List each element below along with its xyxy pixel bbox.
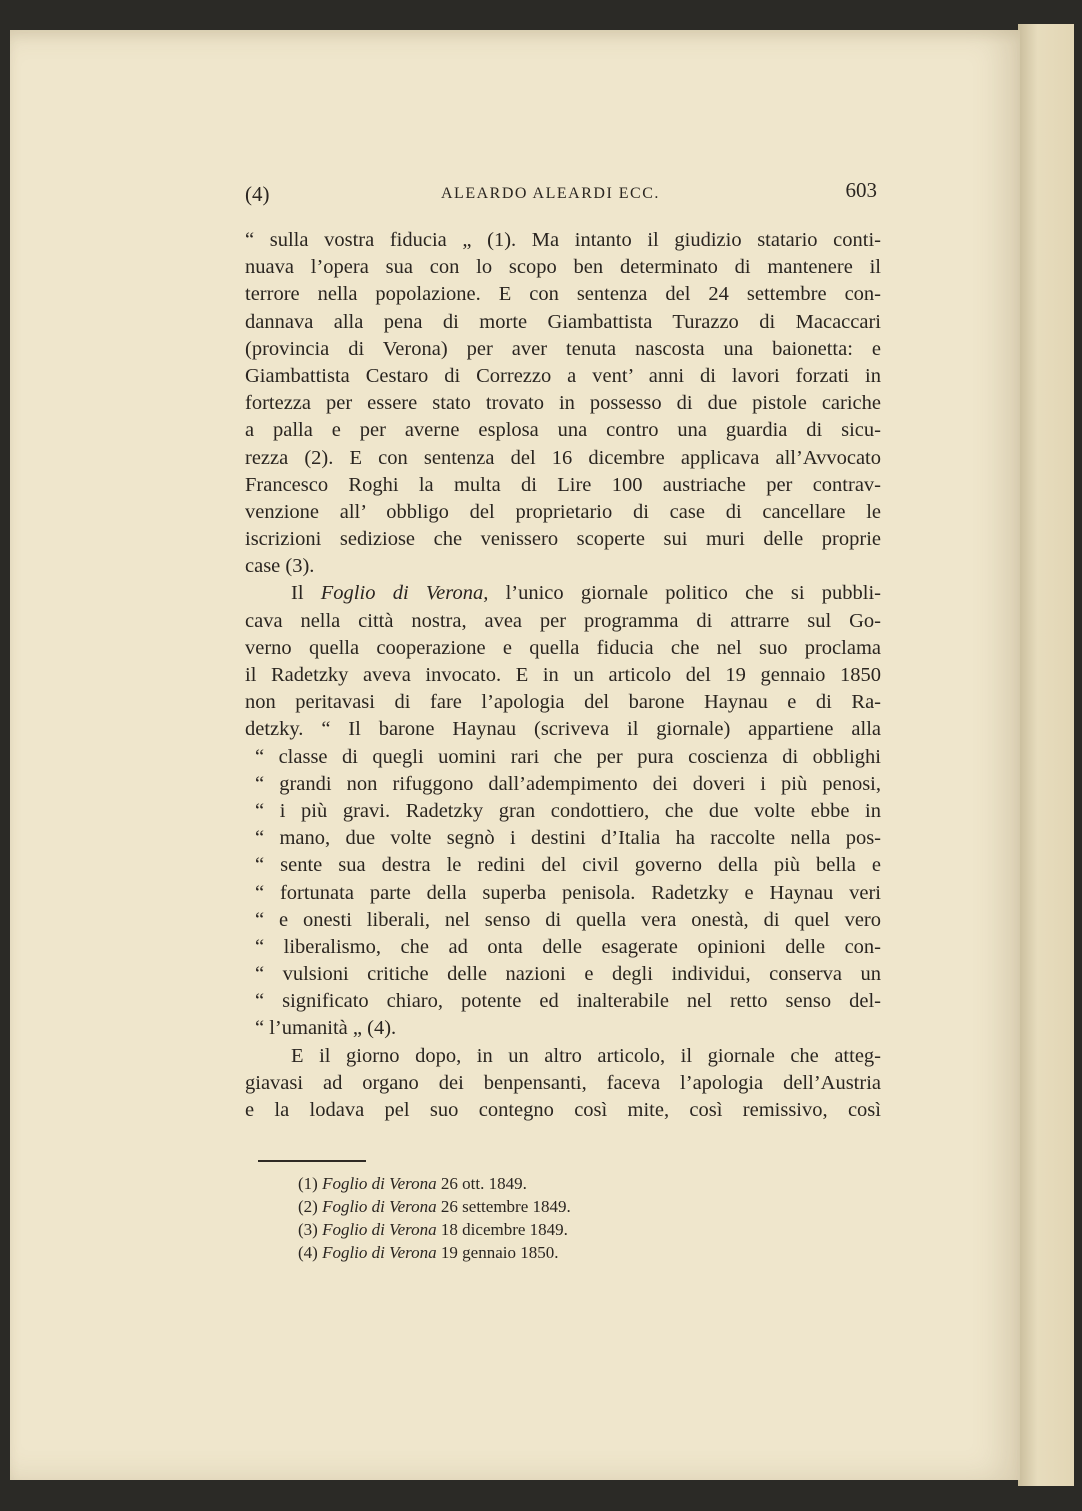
text-line: “ liberalismo, che ad onta delle esagerate opinioni delle con- [255,935,881,958]
footnote-date: 18 dicembre 1849. [440,1220,568,1239]
text-line: a palla e per averne esplosa una contro una guardia di sicu- [245,419,881,442]
page-number: 603 [845,178,877,202]
text-line: iscrizioni sediziose che venissero scoperte sui muri delle proprie [245,528,881,551]
footnote-number: (3) [298,1220,318,1239]
text-run: l’unico giornale politico che si pubbli- [488,582,881,605]
text-line: non peritavasi di fare l’apologia del barone Haynau e di Ra- [245,691,881,714]
footnote [298,1218,698,1241]
text-line: terrore nella popolazione. E con sentenza del 24 settembre con- [245,283,881,306]
text-line: e la lodava pel suo contegno così mite, così remissivo, così [245,1099,881,1121]
text-line: (provincia di Verona) per aver tenuta nascosta una baionetta: e [245,337,881,360]
italic-title: Foglio di Verona, [320,582,489,605]
footnote-date: 26 ott. 1849. [440,1174,527,1193]
footnote [298,1241,698,1264]
text-line: giavasi ad organo dei benpensanti, faceva l’apologia dell’Austria [245,1071,881,1094]
footnote-separator [258,1160,366,1162]
text-run: Il [291,582,321,605]
text-line: “ grandi non rifuggono dall’adempimento dei doveri i più penosi, [255,772,881,795]
footnote-date: 26 settembre 1849. [440,1197,571,1216]
text-line: “ classe di quegli uomini rari che per pura coscienza di obblighi [255,745,881,768]
footnote-number: (4) [298,1243,318,1262]
text-line: case (3). [245,555,315,578]
text-line: “ e onesti liberali, nel senso di quella vera onestà, di quel vero [255,908,881,931]
footnote-source: Foglio di Verona [322,1197,437,1216]
text-line: “ sulla vostra fiducia „ (1). Ma intanto il giudizio statario conti- [245,229,881,251]
text-line: “ significato chiaro, potente ed inalterabile nel retto senso del- [255,990,881,1013]
text-line: cava nella città nostra, avea per programma di attrarre sul Go- [245,609,881,632]
section-number: (4) [245,182,270,206]
text-line: Francesco Roghi la multa di Lire 100 austriache per contrav- [245,473,881,496]
text-line: il Radetzky aveva invocato. E in un articolo del 19 gennaio 1850 [245,664,881,686]
footnote-number: (1) [298,1174,318,1193]
footnote-source: Foglio di Verona [322,1220,437,1239]
text-line: “ sente sua destra le redini del civil governo della più bella e [255,854,881,877]
text-line: nuava l’opera sua con lo scopo ben determinato di mantenere il [245,256,881,279]
text-line: verno quella cooperazione e quella fiducia che nel suo proclama [245,636,881,659]
text-line: dannava alla pena di morte Giambattista Turazzo di Macaccari [245,310,881,333]
footnote-source: Foglio di Verona [322,1174,437,1193]
footnote-number: (2) [298,1197,318,1216]
footnote-source: Foglio di Verona [322,1243,437,1262]
footnotes [298,1172,698,1264]
text-line: “ vulsioni critiche delle nazioni e degli individui, conserva un [255,963,881,986]
text-line: rezza (2). E con sentenza del 16 dicembre applicava all’Avvocato [245,446,881,469]
running-header [245,178,877,208]
text-line: fortezza per essere stato trovato in possesso di due pistole cariche [245,392,881,415]
text-line: E il giorno dopo, in un altro articolo, il giornale che atteg- [291,1044,881,1067]
text-line: “ mano, due volte segnò i destini d’Italia ha raccolte nella pos- [255,827,881,850]
adjacent-page-edge [1018,24,1074,1486]
text-line: “ fortunata parte della superba penisola. Radetzky e Haynau veri [255,881,881,904]
text-line: detzky. “ Il barone Haynau (scriveva il giornale) appartiene alla [245,718,881,741]
footnote-date: 19 gennaio 1850. [440,1243,559,1262]
text-line: Giambattista Cestaro di Correzzo a vent’ anni di lavori forzati in [245,364,881,387]
text-line: “ l’umanità „ (4). [255,1017,397,1040]
footnote [298,1172,698,1195]
text-line: venzione all’ obbligo del proprietario di case di cancellare le [245,500,881,523]
body-text [245,227,881,1124]
text-line [245,580,881,607]
running-title: ALEARDO ALEARDI ECC. [441,185,660,202]
footnote [298,1195,698,1218]
text-line: “ i più gravi. Radetzky gran condottiero, che due volte ebbe in [255,799,881,822]
